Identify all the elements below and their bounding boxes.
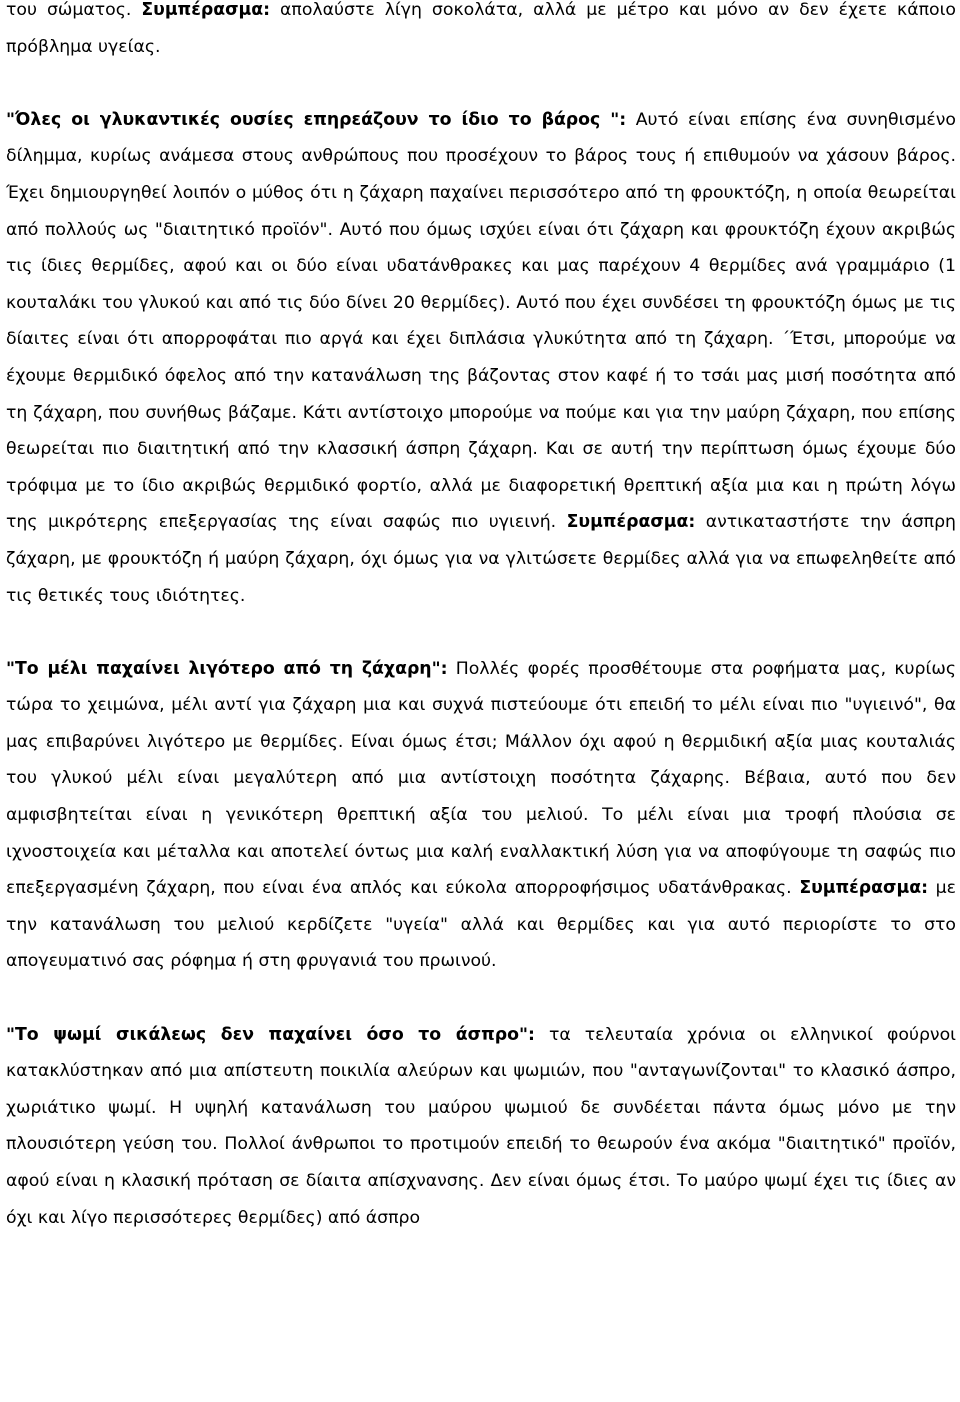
document-page: [6, 0, 956, 1236]
section-heading: "Το ψωμί σικάλεως δεν παχαίνει όσο το άσπρο":: [6, 1024, 535, 1045]
text-segment: του σώματος.: [6, 0, 142, 20]
text-segment: με την κατανάλωση του μελιού κερδίζετε "υγεία" αλλά και θερμίδες και για αυτό περιορίστε το στο απογευματινό σας ρόφημα ή στη φρυγανιά του πρωινού.: [6, 878, 956, 972]
text-segment: απολαύστε λίγη σοκολάτα, αλλά με μέτρο και μόνο αν δεν έχετε κάποιο πρόβλημα υγείας.: [6, 0, 956, 57]
text-segment: αντικαταστήστε την άσπρη ζάχαρη, με φρουκτόζη ή μαύρη ζάχαρη, όχι όμως για να γλιτώσετε θερμίδες αλλά για να επωφεληθείτε από τις θετικές τους ιδιότητες.: [6, 512, 957, 606]
paragraph-chocolate-conclusion: [6, 0, 956, 65]
paragraph-honey: [6, 651, 956, 980]
conclusion-label: Συμπέρασμα:: [141, 0, 271, 20]
paragraph-rye-bread: [6, 1017, 956, 1237]
conclusion-label: Συμπέρασμα:: [799, 878, 928, 899]
text-segment: τα τελευταία χρόνια οι ελληνικοί φούρνοι κατακλύστηκαν από μια απίστευτη ποικιλία αλεύρων και ψωμιών, που "ανταγωνίζονται" το κλασικό άσπρο, χωριάτικο ψωμί. Η υψηλή κατανάλωση του μαύρου ψωμιού δε συνδέεται πάντα όμως μόνο με την πλουσιότερη γεύση του. Πολλοί άνθρωποι το προτιμούν επειδή το θεωρούν ένα ακόμα "διαιτητικό" προϊόν, αφού είναι η κλασική πρόταση σε δίαιτα απίσχνανσης. Δεν είναι όμως έτσι. Το μαύρο ψωμί έχει τις ίδιες αν όχι και λίγο περισσότερες θερμίδες) από άσπρο: [6, 1024, 956, 1228]
section-heading: "Όλες οι γλυκαντικές ουσίες επηρεάζουν το ίδιο το βάρος ":: [6, 109, 627, 130]
text-segment: Πολλές φορές προσθέτουμε στα ροφήματα μας, κυρίως τώρα το χειμώνα, μέλι αντί για ζάχαρη μια και συχνά πιστεύουμε ότι επειδή το μέλι είναι πιο "υγιεινό", θα μας επιβαρύνει λιγότερο με θερμίδες. Είναι όμως έτσι; Μάλλον όχι αφού η θερμιδική αξία μιας κουταλιάς του γλυκού μέλι είναι μεγαλύτερη από μια αντίστοιχη ποσότητα ζάχαρης. Βέβαια, αυτό που δεν αμφισβητείται είναι η γενικότερη θρεπτική αξία του μελιού. Το μέλι είναι μια τροφή πλούσια σε ιχνοστοιχεία και μέταλλα και αποτελεί όντως μια καλή εναλλακτική λύση για να αποφύγουμε τη σαφώς πιο επεξεργασμένη ζάχαρη, που είναι ένα απλός και εύκολα απορροφήσιμος υδατάνθρακας.: [6, 658, 956, 899]
section-heading: "Το μέλι παχαίνει λιγότερο από τη ζάχαρη":: [6, 658, 448, 679]
text-segment: Αυτό είναι επίσης ένα συνηθισμένο δίλημμα, κυρίως ανάμεσα στους ανθρώπους που προσέχουν το βάρος τους ή επιθυμούν να χάσουν βάρος. Έχει δημιουργηθεί λοιπόν ο μύθος ότι η ζάχαρη παχαίνει περισσότερο από τη φρουκτόζη, η οποία θεωρείται από πολλούς ως "διαιτητικό προϊόν". Αυτό που όμως ισχύει είναι ότι ζάχαρη και φρουκτόζη έχουν ακριβώς τις ίδιες θερμίδες, αφού και οι δύο είναι υδατάνθρακες και μας παρέχουν 4 θερμίδες ανά γραμμάριο (1 κουταλάκι του γλυκού και από τις δύο δίνει 20 θερμίδες). Αυτό που έχει συνδέσει τη φρουκτόζη όμως με τις δίαιτες είναι ότι απορροφάται πιο αργά και έχει διπλάσια γλυκύτητα από τη ζάχαρη. ΄Έτσι, μπορούμε να έχουμε θερμιδικό όφελος από την κατανάλωση της βάζοντας στον καφέ ή το τσάι μας μισή ποσότητα από τη ζάχαρη, που συνήθως βάζαμε. Κάτι αντίστοιχο μπορούμε να πούμε και για την μαύρη ζάχαρη, που επίσης θεωρείται πιο διαιτητική από την κλασσική άσπρη ζάχαρη. Και σε αυτή την περίπτωση όμως έχουμε δύο τρόφιμα με το ίδιο ακριβώς θερμιδικό φορτίο, αλλά με διαφορετική θρεπτική αξία μια και η πρώτη λόγω της μικρότερης επεξεργασίας της είναι σαφώς πιο υγιεινή.: [6, 109, 956, 533]
paragraph-sweeteners: [6, 102, 956, 614]
conclusion-label: Συμπέρασμα:: [566, 512, 696, 533]
